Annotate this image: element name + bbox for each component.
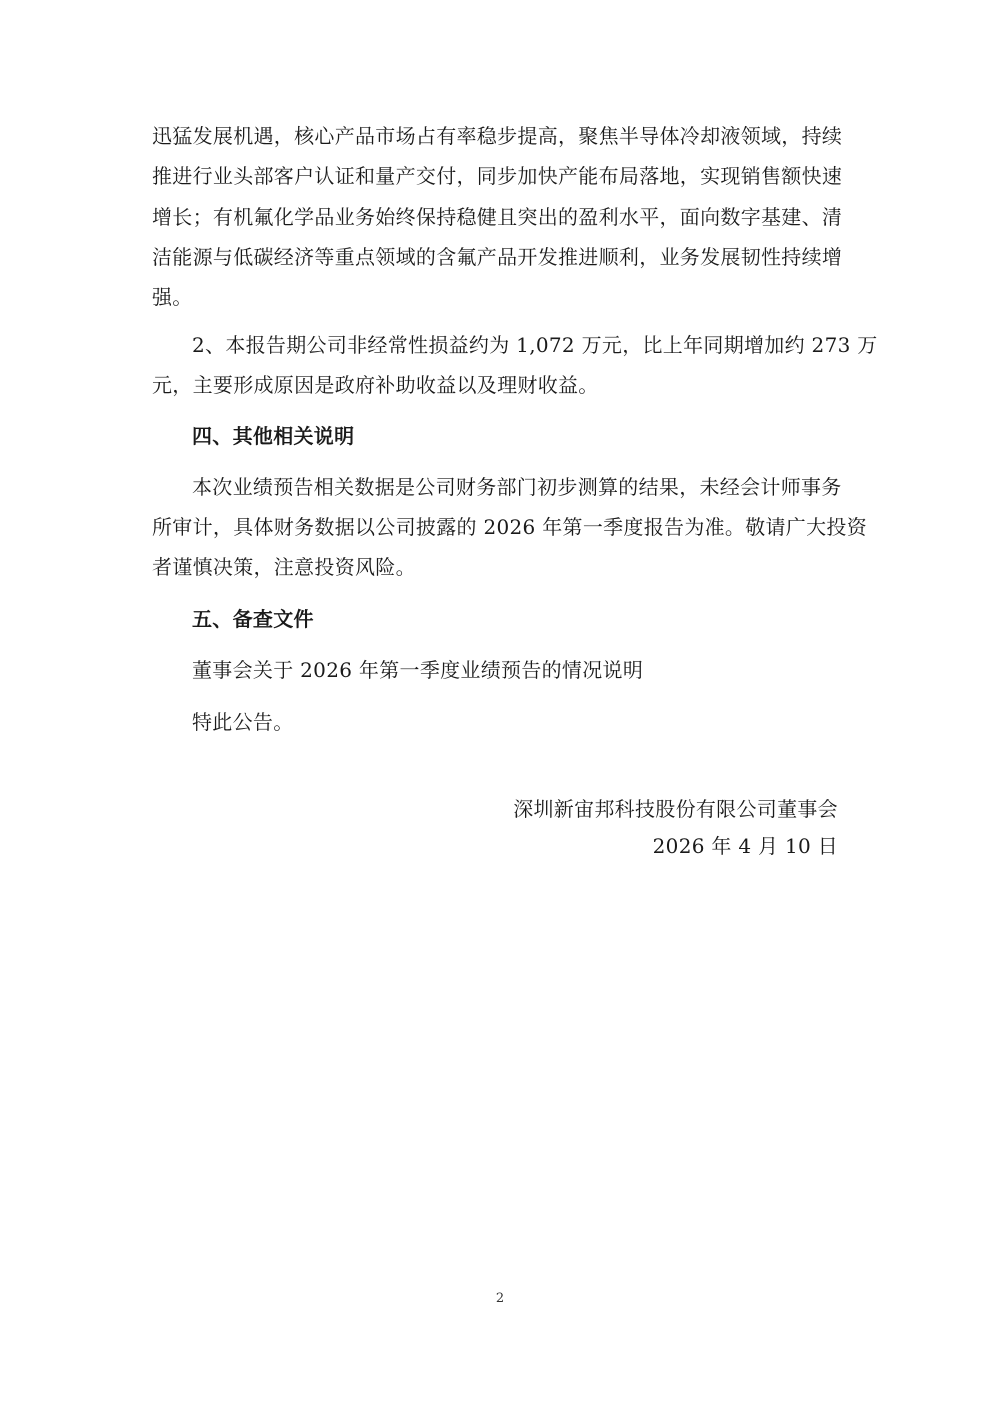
body-line: 强。 [152, 285, 193, 309]
page-number: 2 [495, 1291, 505, 1306]
reference-document: 董事会关于 2026 年第一季度业绩预告的情况说明 [192, 658, 644, 682]
body-line: 洁能源与低碳经济等重点领域的含氟产品开发推进顺利，业务发展韧性持续增 [152, 245, 843, 269]
body-line: 推进行业头部客户认证和量产交付，同步加快产能布局落地，实现销售额快速 [152, 164, 843, 188]
signature-date: 2026 年 4 月 10 日 [652, 834, 838, 858]
body-line: 元，主要形成原因是政府补助收益以及理财收益。 [152, 373, 599, 397]
body-line: 迅猛发展机遇，核心产品市场占有率稳步提高，聚焦半导体冷却液领域，持续 [152, 124, 843, 148]
body-line: 2、本报告期公司非经常性损益约为 1,072 万元，比上年同期增加约 273 万 [192, 333, 878, 357]
body-line: 增长；有机氟化学品业务始终保持稳健且突出的盈利水平，面向数字基建、清 [152, 205, 843, 229]
body-line: 者谨慎决策，注意投资风险。 [152, 555, 416, 579]
section-heading: 四、其他相关说明 [192, 424, 355, 448]
signature-company: 深圳新宙邦科技股份有限公司董事会 [513, 797, 838, 821]
closing-text: 特此公告。 [192, 710, 294, 734]
body-line: 本次业绩预告相关数据是公司财务部门初步测算的结果，未经会计师事务 [192, 475, 842, 499]
body-line: 所审计，具体财务数据以公司披露的 2026 年第一季度报告为准。敬请广大投资 [152, 515, 868, 539]
section-heading: 五、备查文件 [192, 607, 314, 631]
